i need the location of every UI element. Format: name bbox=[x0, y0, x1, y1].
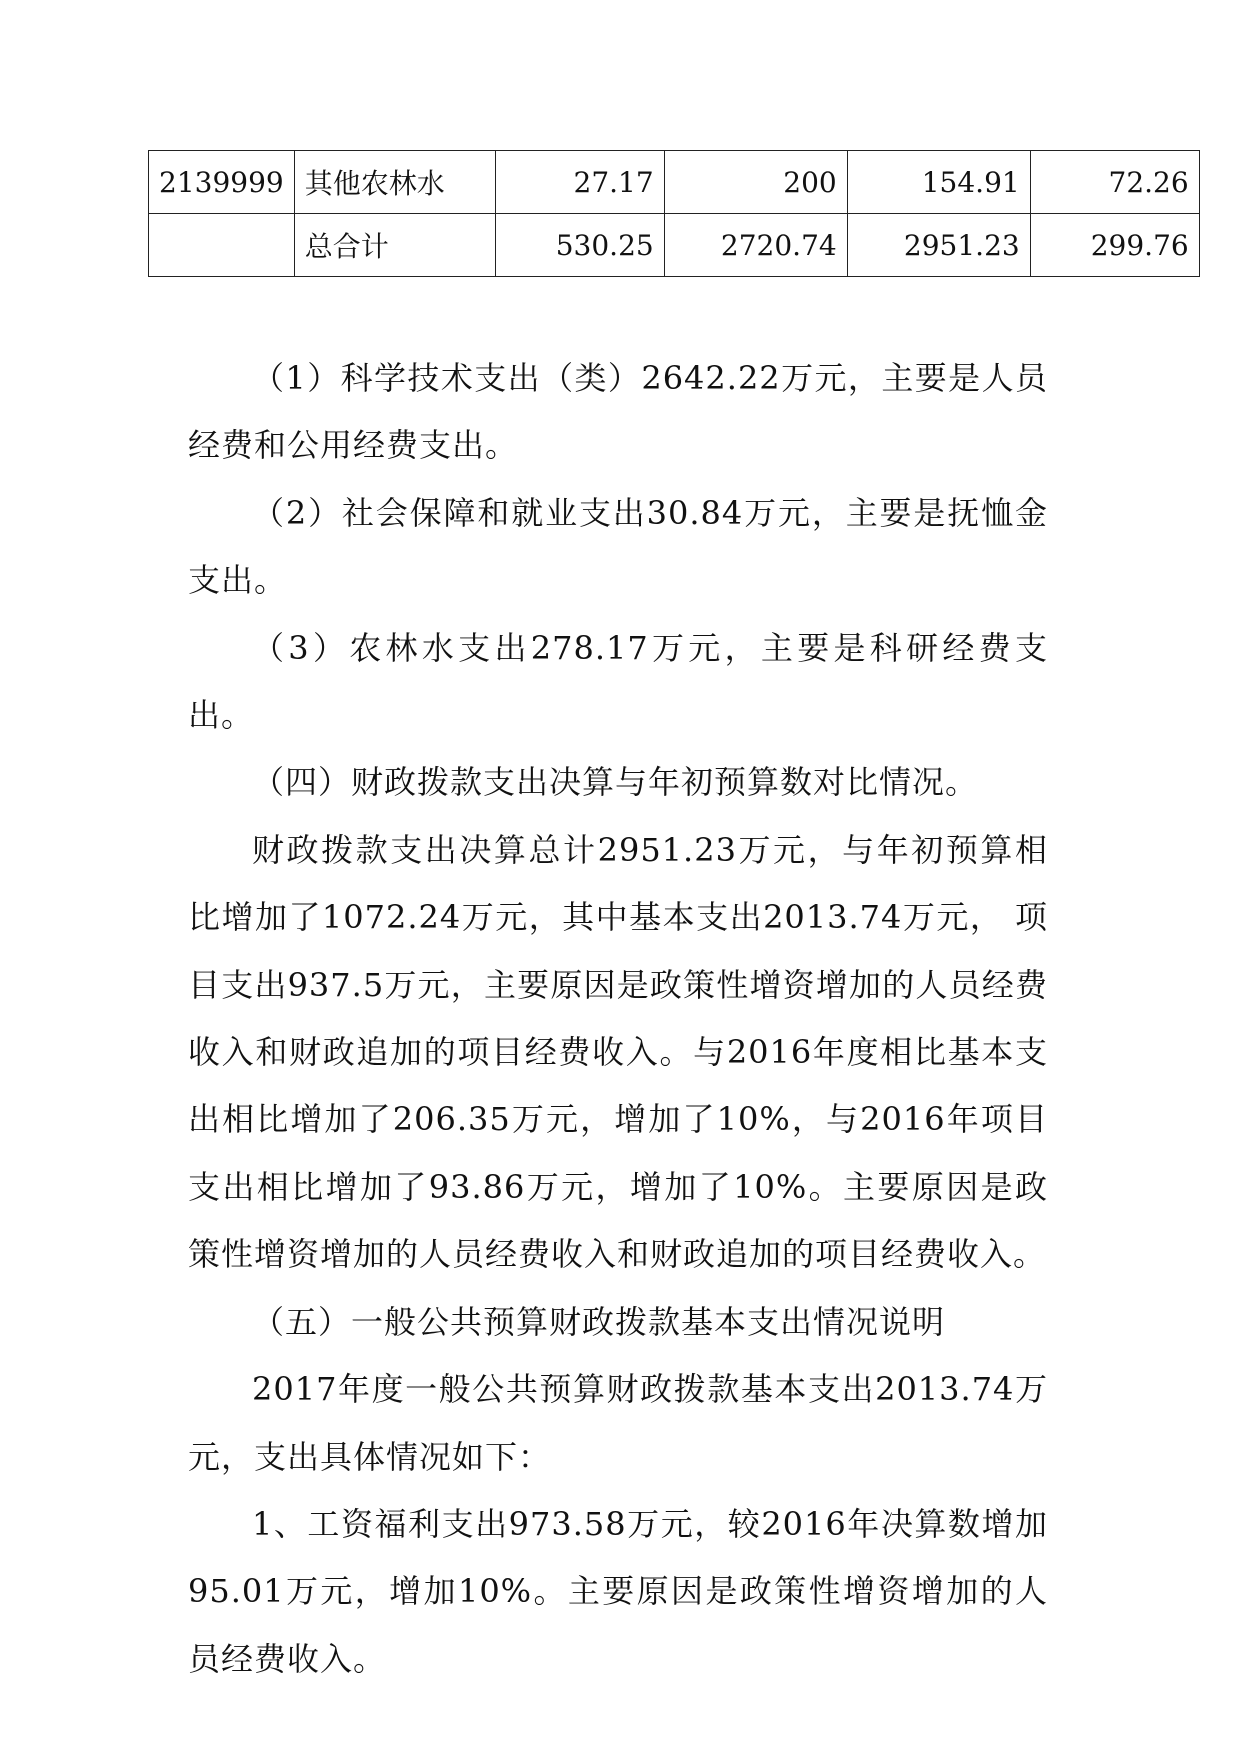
table-row bbox=[149, 214, 1200, 277]
table-cell-value: 154.91 bbox=[847, 151, 1030, 214]
section-heading-5: （五）一般公共预算财政拨款基本支出情况说明 bbox=[252, 1302, 946, 1341]
table-cell-value: 2720.74 bbox=[664, 214, 847, 277]
table-cell-code: 2139999 bbox=[149, 151, 295, 214]
table-cell-code bbox=[149, 214, 295, 277]
table-cell-value: 530.25 bbox=[495, 214, 664, 277]
paragraph-basic-expenditure: 2017年度一般公共预算财政拨款基本支出2013.74万元，支出具体情况如下： bbox=[188, 1370, 1048, 1476]
paragraph-item-2: （2）社会保障和就业支出30.84万元，主要是抚恤金支出。 bbox=[188, 493, 1048, 600]
paragraph-item-3: （3）农林水支出278.17万元，主要是科研经费支出。 bbox=[188, 628, 1048, 735]
table-cell-name: 总合计 bbox=[294, 214, 495, 277]
table-cell-value: 299.76 bbox=[1030, 214, 1199, 277]
paragraph-item-1: （1）科学技术支出（类）2642.22万元，主要是人员经费和公用经费支出。 bbox=[188, 359, 1048, 465]
paragraph-comparison: 财政拨款支出决算总计2951.23万元，与年初预算相比增加了1072.24万元，其中基本支出2013.74万元， 项目支出937.5万元，主要原因是政策性增资增加的人员经费收入和财政追加的项目经费收入。与2016年度相比基本支出相比增加了206.35万元，增加了10%，与2016年项目支出相比增加了93.86万元，增加了10%。主要原因是政策性增资增加的人员经费收入和财政追加的项目经费收入。 bbox=[188, 830, 1048, 1274]
paragraph-salary-welfare: 1、工资福利支出973.58万元，较2016年决算数增加95.01万元，增加10%。主要原因是政策性增资增加的人员经费收入。 bbox=[188, 1504, 1048, 1678]
section-heading-4: （四）财政拨款支出决算与年初预算数对比情况。 bbox=[252, 763, 979, 802]
body-text bbox=[188, 345, 1048, 1693]
budget-table bbox=[148, 150, 1200, 277]
table-cell-value: 27.17 bbox=[495, 151, 664, 214]
table-cell-value: 72.26 bbox=[1030, 151, 1199, 214]
table-cell-value: 200 bbox=[664, 151, 847, 214]
table-row bbox=[149, 151, 1200, 214]
table-cell-value: 2951.23 bbox=[847, 214, 1030, 277]
table-cell-name: 其他农林水 bbox=[294, 151, 495, 214]
